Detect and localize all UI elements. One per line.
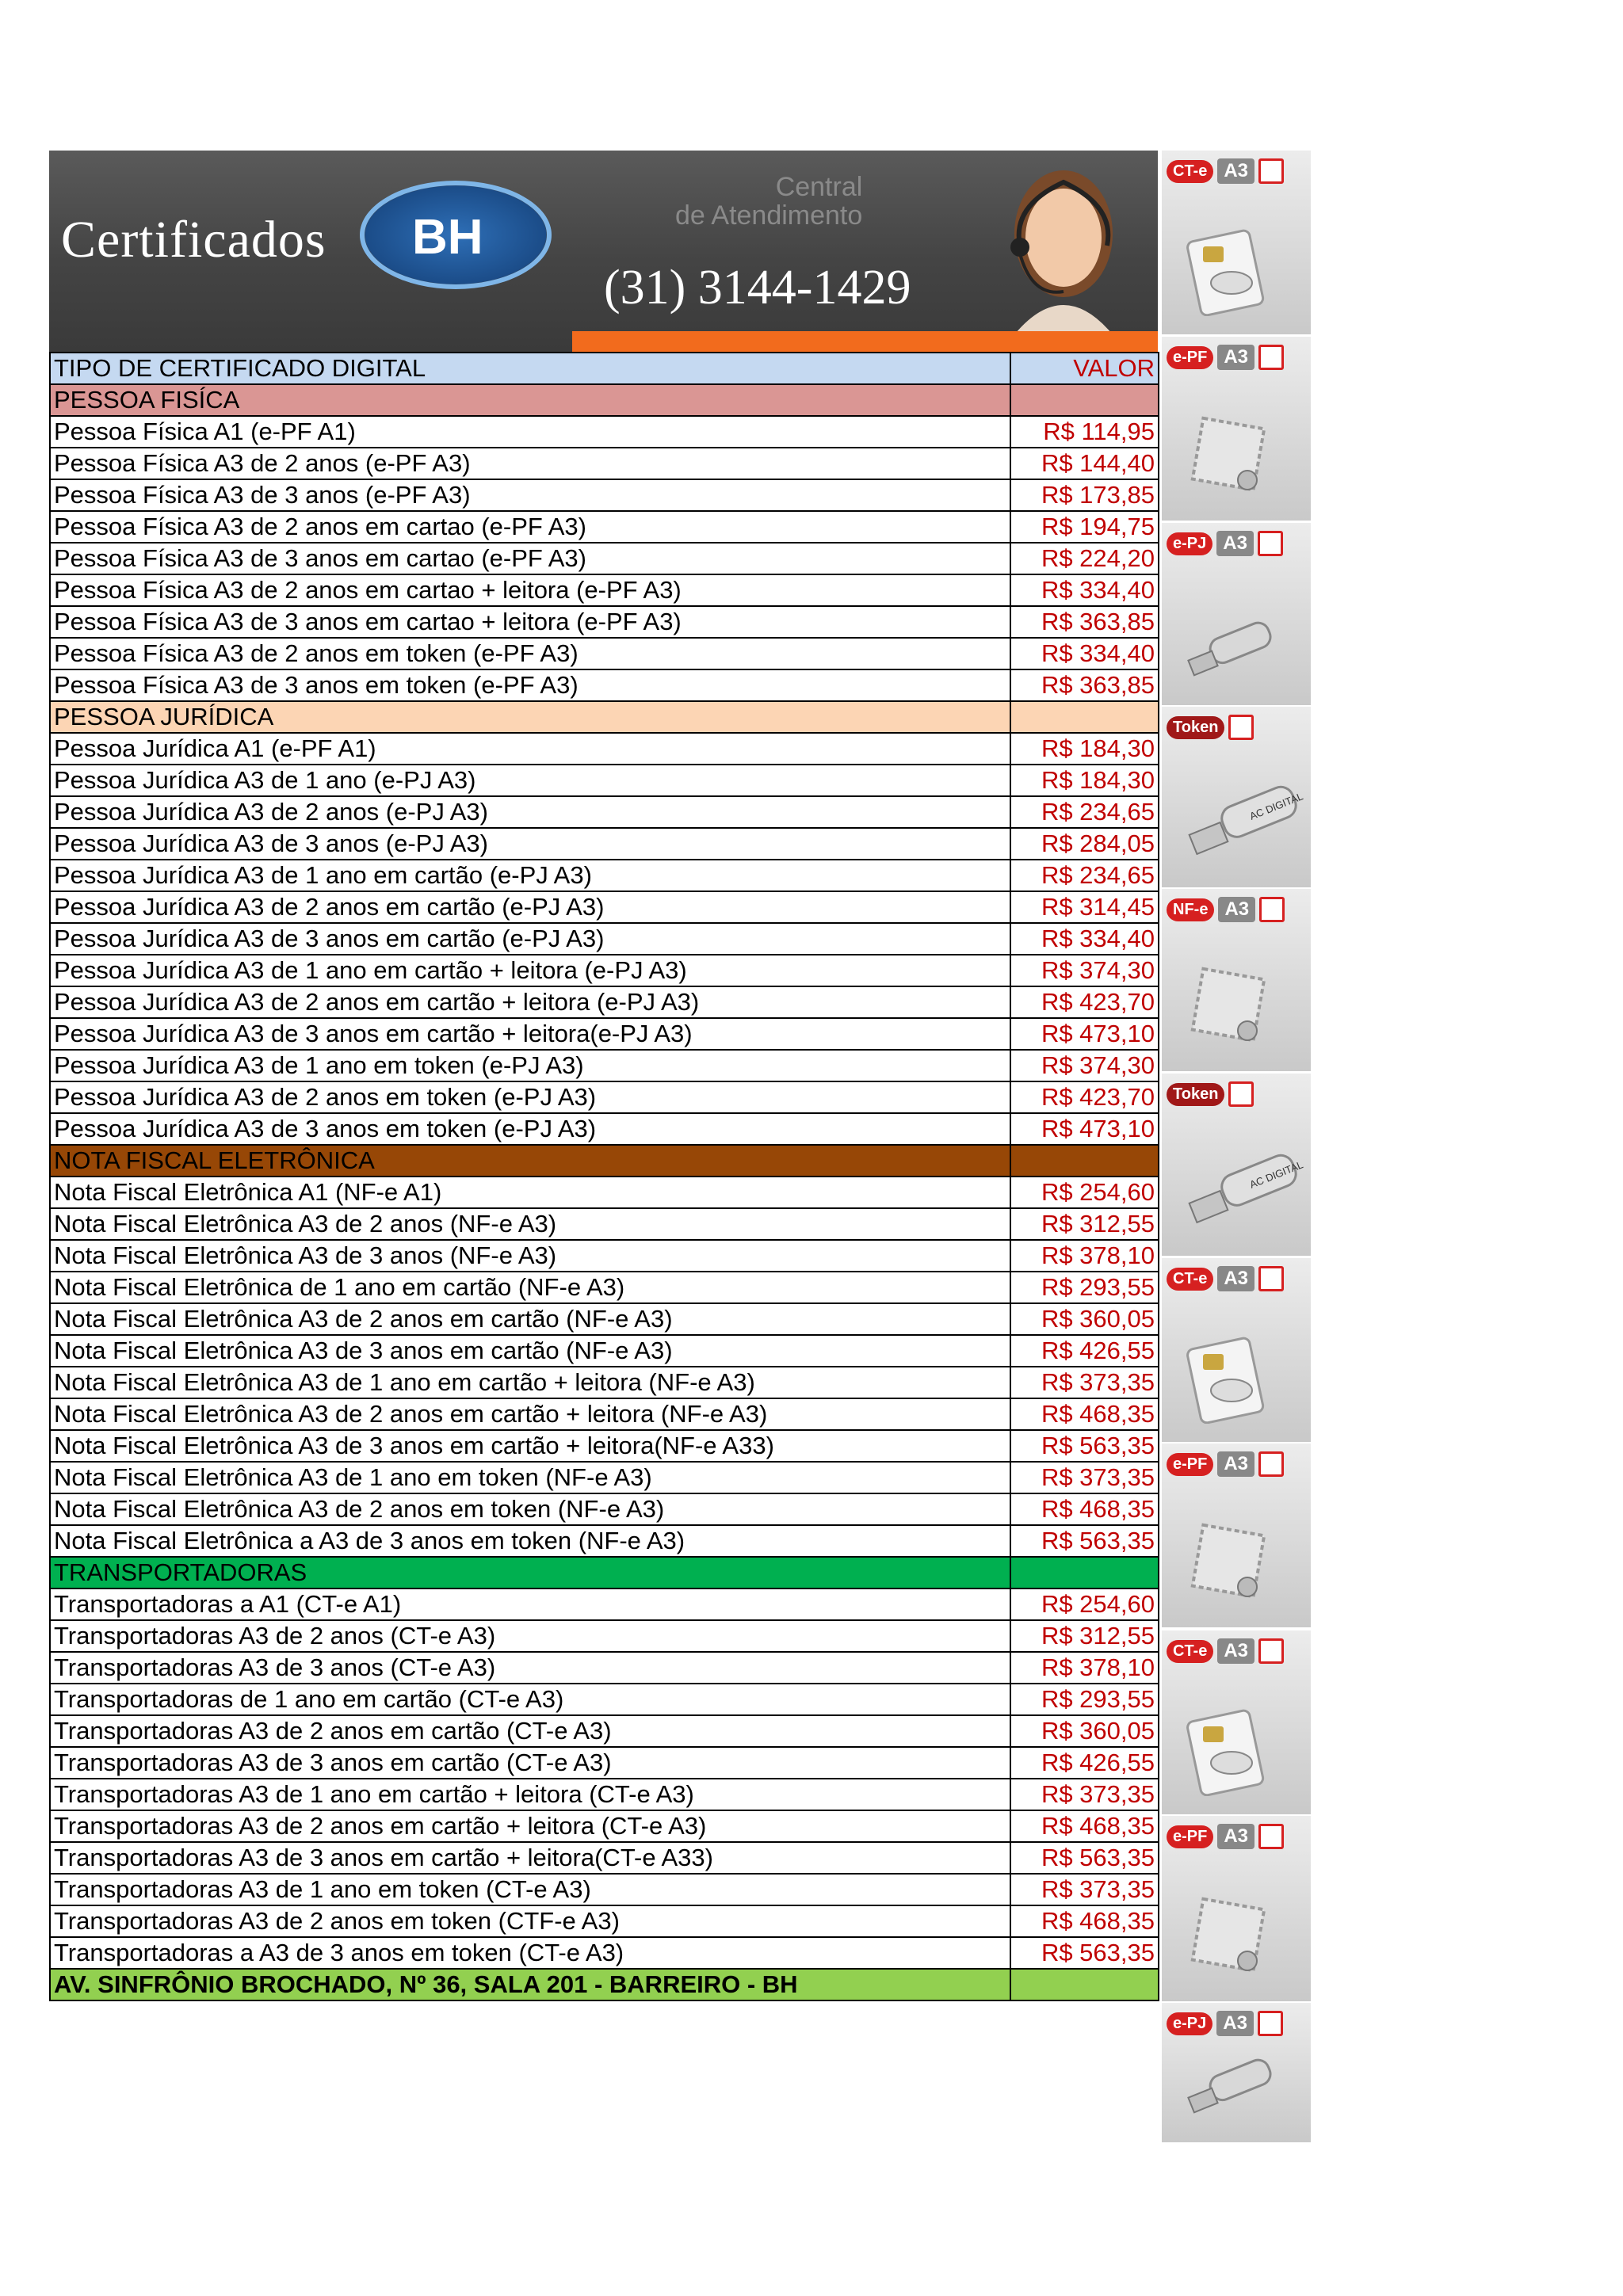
svg-text:AC DIGITAL: AC DIGITAL: [1247, 790, 1304, 822]
table-row: [50, 1335, 1159, 1367]
row-price: R$ 363,85: [1010, 669, 1159, 701]
smartcard-icon: [1186, 1337, 1273, 1428]
row-price: R$ 374,30: [1010, 955, 1159, 986]
product-card: [1162, 2003, 1311, 2142]
row-price: R$ 563,35: [1010, 1842, 1159, 1874]
table-row: [50, 448, 1159, 479]
brand-logo: [360, 181, 552, 289]
row-name: Nota Fiscal Eletrônica A3 de 1 ano em token (NF-e A3): [50, 1462, 1010, 1493]
row-price: R$ 423,70: [1010, 1081, 1159, 1113]
table-row: [50, 1018, 1159, 1050]
table-row: [50, 1905, 1159, 1937]
media-icon: [1258, 158, 1284, 184]
row-name: Nota Fiscal Eletrônica a A3 de 3 anos em token (NF-e A3): [50, 1525, 1010, 1557]
row-name: Nota Fiscal Eletrônica A3 de 2 anos (NF-e A3): [50, 1208, 1010, 1240]
table-row: [50, 1113, 1159, 1145]
table-header-row: [50, 353, 1159, 384]
product-card: [1162, 523, 1311, 705]
row-name: Transportadoras a A1 (CT-e A1): [50, 1589, 1010, 1620]
section-title: NOTA FISCAL ELETRÔNICA: [50, 1145, 1010, 1177]
table-row: [50, 669, 1159, 701]
smartcard-icon: [1186, 1709, 1273, 1800]
row-price: R$ 234,65: [1010, 796, 1159, 828]
table-row: [50, 923, 1159, 955]
product-badge: [1167, 345, 1284, 370]
row-name: Transportadoras a A3 de 3 anos em token (CT-e A3): [50, 1937, 1010, 1969]
certificate-icon: [1186, 415, 1273, 506]
row-name: Pessoa Física A1 (e-PF A1): [50, 416, 1010, 448]
row-price: R$ 312,55: [1010, 1208, 1159, 1240]
section-nota-fiscal: [50, 1145, 1159, 1177]
media-icon: [1258, 1638, 1284, 1664]
row-name: Pessoa Física A3 de 2 anos em cartao + leitora (e-PF A3): [50, 574, 1010, 606]
row-price: R$ 468,35: [1010, 1398, 1159, 1430]
row-price: R$ 184,30: [1010, 765, 1159, 796]
row-price: R$ 563,35: [1010, 1430, 1159, 1462]
row-name: Nota Fiscal Eletrônica A3 de 2 anos em token (NF-e A3): [50, 1493, 1010, 1525]
row-name: Pessoa Física A3 de 2 anos (e-PF A3): [50, 448, 1010, 479]
table-row: [50, 986, 1159, 1018]
table-row: [50, 1715, 1159, 1747]
token-icon: [1186, 2053, 1281, 2128]
media-icon: [1258, 1451, 1284, 1477]
badge-level: A3: [1217, 1451, 1254, 1477]
table-row: [50, 638, 1159, 669]
smartcard-icon: [1186, 229, 1273, 320]
row-name: Transportadoras A3 de 1 ano em token (CT-e A3): [50, 1874, 1010, 1905]
product-card: [1162, 707, 1311, 887]
row-price: R$ 373,35: [1010, 1367, 1159, 1398]
row-price: R$ 234,65: [1010, 860, 1159, 891]
product-card: [1162, 1630, 1311, 1814]
section-title: TRANSPORTADORAS: [50, 1557, 1010, 1589]
table-row: [50, 1874, 1159, 1905]
phone-number: (31) 3144-1429: [604, 261, 911, 315]
row-price: R$ 254,60: [1010, 1589, 1159, 1620]
product-badge: [1167, 1266, 1284, 1291]
row-name: Transportadoras A3 de 2 anos em cartão + leitora (CT-e A3): [50, 1810, 1010, 1842]
row-name: Transportadoras A3 de 3 anos (CT-e A3): [50, 1652, 1010, 1684]
row-price: R$ 312,55: [1010, 1620, 1159, 1652]
row-price: R$ 468,35: [1010, 1810, 1159, 1842]
row-name: Pessoa Jurídica A3 de 3 anos em token (e-PJ A3): [50, 1113, 1010, 1145]
row-price: R$ 334,40: [1010, 574, 1159, 606]
badge-type: e-PJ: [1167, 2012, 1212, 2035]
table-row: [50, 1684, 1159, 1715]
row-price: R$ 293,55: [1010, 1272, 1159, 1303]
certificate-icon: [1186, 1896, 1273, 1987]
row-price: R$ 173,85: [1010, 479, 1159, 511]
row-name: Transportadoras de 1 ano em cartão (CT-e A3): [50, 1684, 1010, 1715]
footer-row: [50, 1969, 1159, 2000]
section-title: PESSOA JURÍDICA: [50, 701, 1010, 733]
row-price: R$ 284,05: [1010, 828, 1159, 860]
table-row: [50, 1779, 1159, 1810]
row-price: R$ 360,05: [1010, 1303, 1159, 1335]
badge-type: Token: [1167, 716, 1224, 739]
footer-address: AV. SINFRÔNIO BROCHADO, Nº 36, SALA 201 - BARREIRO - BH: [50, 1969, 1010, 2000]
product-badge: [1167, 715, 1254, 740]
row-name: Pessoa Jurídica A1 (e-PF A1): [50, 733, 1010, 765]
table-row: [50, 828, 1159, 860]
row-name: Nota Fiscal Eletrônica A3 de 3 anos (NF-e A3): [50, 1240, 1010, 1272]
row-name: Pessoa Jurídica A3 de 3 anos (e-PJ A3): [50, 828, 1010, 860]
badge-level: A3: [1217, 1638, 1254, 1664]
row-price: R$ 378,10: [1010, 1240, 1159, 1272]
product-card: [1162, 337, 1311, 521]
row-price: R$ 374,30: [1010, 1050, 1159, 1081]
price-table: [49, 352, 1159, 2001]
row-name: Pessoa Física A3 de 3 anos em token (e-PF A3): [50, 669, 1010, 701]
table-row: [50, 1367, 1159, 1398]
central-line2: de Atendimento: [675, 200, 863, 231]
row-price: R$ 563,35: [1010, 1937, 1159, 1969]
row-name: Pessoa Jurídica A3 de 1 ano (e-PJ A3): [50, 765, 1010, 796]
media-icon: [1258, 531, 1283, 556]
row-name: Nota Fiscal Eletrônica A3 de 2 anos em cartão + leitora (NF-e A3): [50, 1398, 1010, 1430]
table-row: [50, 416, 1159, 448]
row-price: R$ 184,30: [1010, 733, 1159, 765]
row-price: R$ 378,10: [1010, 1652, 1159, 1684]
table-row: [50, 479, 1159, 511]
badge-level: A3: [1217, 1266, 1254, 1291]
row-name: Pessoa Física A3 de 2 anos em cartao (e-PF A3): [50, 511, 1010, 543]
product-card: [1162, 151, 1311, 334]
header-value: VALOR: [1010, 353, 1159, 384]
section-transportadoras: [50, 1557, 1159, 1589]
header-type: TIPO DE CERTIFICADO DIGITAL: [50, 353, 1010, 384]
badge-type: e-PF: [1167, 1825, 1213, 1848]
badge-level: A3: [1217, 345, 1254, 370]
brand-name: Certificados: [61, 211, 327, 269]
media-icon: [1258, 345, 1284, 370]
row-price: R$ 473,10: [1010, 1018, 1159, 1050]
section-pessoa-fisica: [50, 384, 1159, 416]
certificate-icon: [1186, 966, 1273, 1057]
product-badge: [1167, 158, 1284, 184]
table-row: [50, 511, 1159, 543]
row-price: R$ 194,75: [1010, 511, 1159, 543]
media-icon: [1258, 1824, 1284, 1849]
row-price: R$ 254,60: [1010, 1177, 1159, 1208]
product-badge: [1167, 2011, 1283, 2036]
row-price: R$ 373,35: [1010, 1874, 1159, 1905]
media-icon: [1259, 897, 1285, 922]
row-price: R$ 563,35: [1010, 1525, 1159, 1557]
table-row: [50, 1050, 1159, 1081]
table-row: [50, 1620, 1159, 1652]
row-name: Transportadoras A3 de 2 anos em cartão (CT-e A3): [50, 1715, 1010, 1747]
row-name: Pessoa Jurídica A3 de 1 ano em cartão + leitora (e-PJ A3): [50, 955, 1010, 986]
row-name: Pessoa Jurídica A3 de 2 anos em cartão (e-PJ A3): [50, 891, 1010, 923]
badge-type: e-PF: [1167, 1453, 1213, 1476]
badge-type: e-PF: [1167, 346, 1213, 369]
badge-level: A3: [1216, 2011, 1254, 2036]
table-row: [50, 1525, 1159, 1557]
product-badge: [1167, 1638, 1284, 1664]
row-name: Nota Fiscal Eletrônica A3 de 2 anos em cartão (NF-e A3): [50, 1303, 1010, 1335]
brand-mark: BH: [412, 210, 483, 265]
row-name: Pessoa Jurídica A3 de 1 ano em cartão (e-PJ A3): [50, 860, 1010, 891]
row-name: Transportadoras A3 de 3 anos em cartão + leitora(CT-e A33): [50, 1842, 1010, 1874]
table-row: [50, 1652, 1159, 1684]
central-line1: Central: [775, 172, 863, 202]
badge-type: e-PJ: [1167, 532, 1212, 555]
row-name: Transportadoras A3 de 2 anos (CT-e A3): [50, 1620, 1010, 1652]
row-price: R$ 363,85: [1010, 606, 1159, 638]
attendant-image: [976, 158, 1135, 333]
badge-type: Token: [1167, 1083, 1224, 1106]
badge-level: A3: [1217, 1824, 1254, 1849]
table-row: [50, 543, 1159, 574]
banner-accent-strip: [572, 331, 1158, 352]
table-row: [50, 606, 1159, 638]
table-row: [50, 955, 1159, 986]
product-card: [1162, 889, 1311, 1071]
badge-level: A3: [1218, 897, 1255, 922]
product-card: [1162, 1074, 1311, 1256]
row-price: R$ 423,70: [1010, 986, 1159, 1018]
product-badge: [1167, 897, 1285, 922]
central-atendimento: [675, 173, 862, 230]
row-name: Pessoa Jurídica A3 de 2 anos (e-PJ A3): [50, 796, 1010, 828]
table-row: [50, 1081, 1159, 1113]
row-name: Nota Fiscal Eletrônica A3 de 3 anos em cartão (NF-e A3): [50, 1335, 1010, 1367]
table-row: [50, 1430, 1159, 1462]
badge-type: CT-e: [1167, 160, 1213, 183]
badge-type: NF-e: [1167, 898, 1214, 921]
row-price: R$ 293,55: [1010, 1684, 1159, 1715]
badge-type: CT-e: [1167, 1640, 1213, 1663]
table-row: [50, 1589, 1159, 1620]
row-price: R$ 334,40: [1010, 923, 1159, 955]
row-name: Transportadoras A3 de 1 ano em cartão + leitora (CT-e A3): [50, 1779, 1010, 1810]
table-row: [50, 574, 1159, 606]
media-icon: [1258, 1266, 1284, 1291]
product-card: [1162, 1816, 1311, 2001]
row-price: R$ 468,35: [1010, 1493, 1159, 1525]
row-name: Nota Fiscal Eletrônica de 1 ano em cartão (NF-e A3): [50, 1272, 1010, 1303]
row-price: R$ 426,55: [1010, 1747, 1159, 1779]
row-name: Pessoa Física A3 de 3 anos (e-PF A3): [50, 479, 1010, 511]
row-name: Pessoa Física A3 de 3 anos em cartao (e-PF A3): [50, 543, 1010, 574]
usb-token-icon: [1186, 1150, 1304, 1241]
section-title: PESSOA FISÍCA: [50, 384, 1010, 416]
table-row: [50, 1810, 1159, 1842]
table-row: [50, 1937, 1159, 1969]
table-row: [50, 1398, 1159, 1430]
row-price: R$ 334,40: [1010, 638, 1159, 669]
row-name: Pessoa Jurídica A3 de 2 anos em cartão + leitora (e-PJ A3): [50, 986, 1010, 1018]
row-name: Pessoa Física A3 de 2 anos em token (e-PF A3): [50, 638, 1010, 669]
table-row: [50, 1842, 1159, 1874]
row-price: R$ 373,35: [1010, 1462, 1159, 1493]
table-row: [50, 1493, 1159, 1525]
row-price: R$ 426,55: [1010, 1335, 1159, 1367]
row-name: Pessoa Jurídica A3 de 2 anos em token (e-PJ A3): [50, 1081, 1010, 1113]
table-row: [50, 1240, 1159, 1272]
row-name: Transportadoras A3 de 3 anos em cartão (CT-e A3): [50, 1747, 1010, 1779]
table-row: [50, 796, 1159, 828]
table-row: [50, 733, 1159, 765]
svg-text:AC DIGITAL: AC DIGITAL: [1247, 1158, 1304, 1191]
row-price: R$ 473,10: [1010, 1113, 1159, 1145]
product-badge: [1167, 1824, 1284, 1849]
table-row: [50, 1272, 1159, 1303]
media-icon: [1228, 1081, 1254, 1107]
product-badge: [1167, 1451, 1284, 1477]
media-icon: [1258, 2011, 1283, 2036]
table-row: [50, 1747, 1159, 1779]
row-name: Transportadoras A3 de 2 anos em token (CTF-e A3): [50, 1905, 1010, 1937]
row-price: R$ 360,05: [1010, 1715, 1159, 1747]
product-badge: [1167, 1081, 1254, 1107]
banner: [49, 151, 1158, 352]
row-price: R$ 373,35: [1010, 1779, 1159, 1810]
row-name: Nota Fiscal Eletrônica A3 de 1 ano em cartão + leitora (NF-e A3): [50, 1367, 1010, 1398]
media-icon: [1228, 715, 1254, 740]
row-name: Nota Fiscal Eletrônica A3 de 3 anos em cartão + leitora(NF-e A33): [50, 1430, 1010, 1462]
row-name: Pessoa Jurídica A3 de 1 ano em token (e-PJ A3): [50, 1050, 1010, 1081]
token-icon: [1186, 616, 1281, 691]
badge-type: CT-e: [1167, 1268, 1213, 1291]
row-price: R$ 224,20: [1010, 543, 1159, 574]
table-row: [50, 1303, 1159, 1335]
row-price: R$ 114,95: [1010, 416, 1159, 448]
row-price: R$ 144,40: [1010, 448, 1159, 479]
table-row: [50, 1462, 1159, 1493]
row-name: Pessoa Física A3 de 3 anos em cartao + leitora (e-PF A3): [50, 606, 1010, 638]
row-price: R$ 468,35: [1010, 1905, 1159, 1937]
row-name: Pessoa Jurídica A3 de 3 anos em cartão (e-PJ A3): [50, 923, 1010, 955]
badge-level: A3: [1217, 158, 1254, 184]
usb-token-icon: [1186, 782, 1304, 873]
certificate-icon: [1186, 1522, 1273, 1613]
row-name: Nota Fiscal Eletrônica A1 (NF-e A1): [50, 1177, 1010, 1208]
badge-level: A3: [1216, 531, 1254, 556]
product-card: [1162, 1444, 1311, 1627]
table-row: [50, 860, 1159, 891]
row-price: R$ 314,45: [1010, 891, 1159, 923]
row-name: Pessoa Jurídica A3 de 3 anos em cartão + leitora(e-PJ A3): [50, 1018, 1010, 1050]
table-row: [50, 1177, 1159, 1208]
table-row: [50, 891, 1159, 923]
product-badge: [1167, 531, 1283, 556]
product-card: [1162, 1258, 1311, 1442]
table-row: [50, 765, 1159, 796]
table-row: [50, 1208, 1159, 1240]
section-pessoa-juridica: [50, 701, 1159, 733]
